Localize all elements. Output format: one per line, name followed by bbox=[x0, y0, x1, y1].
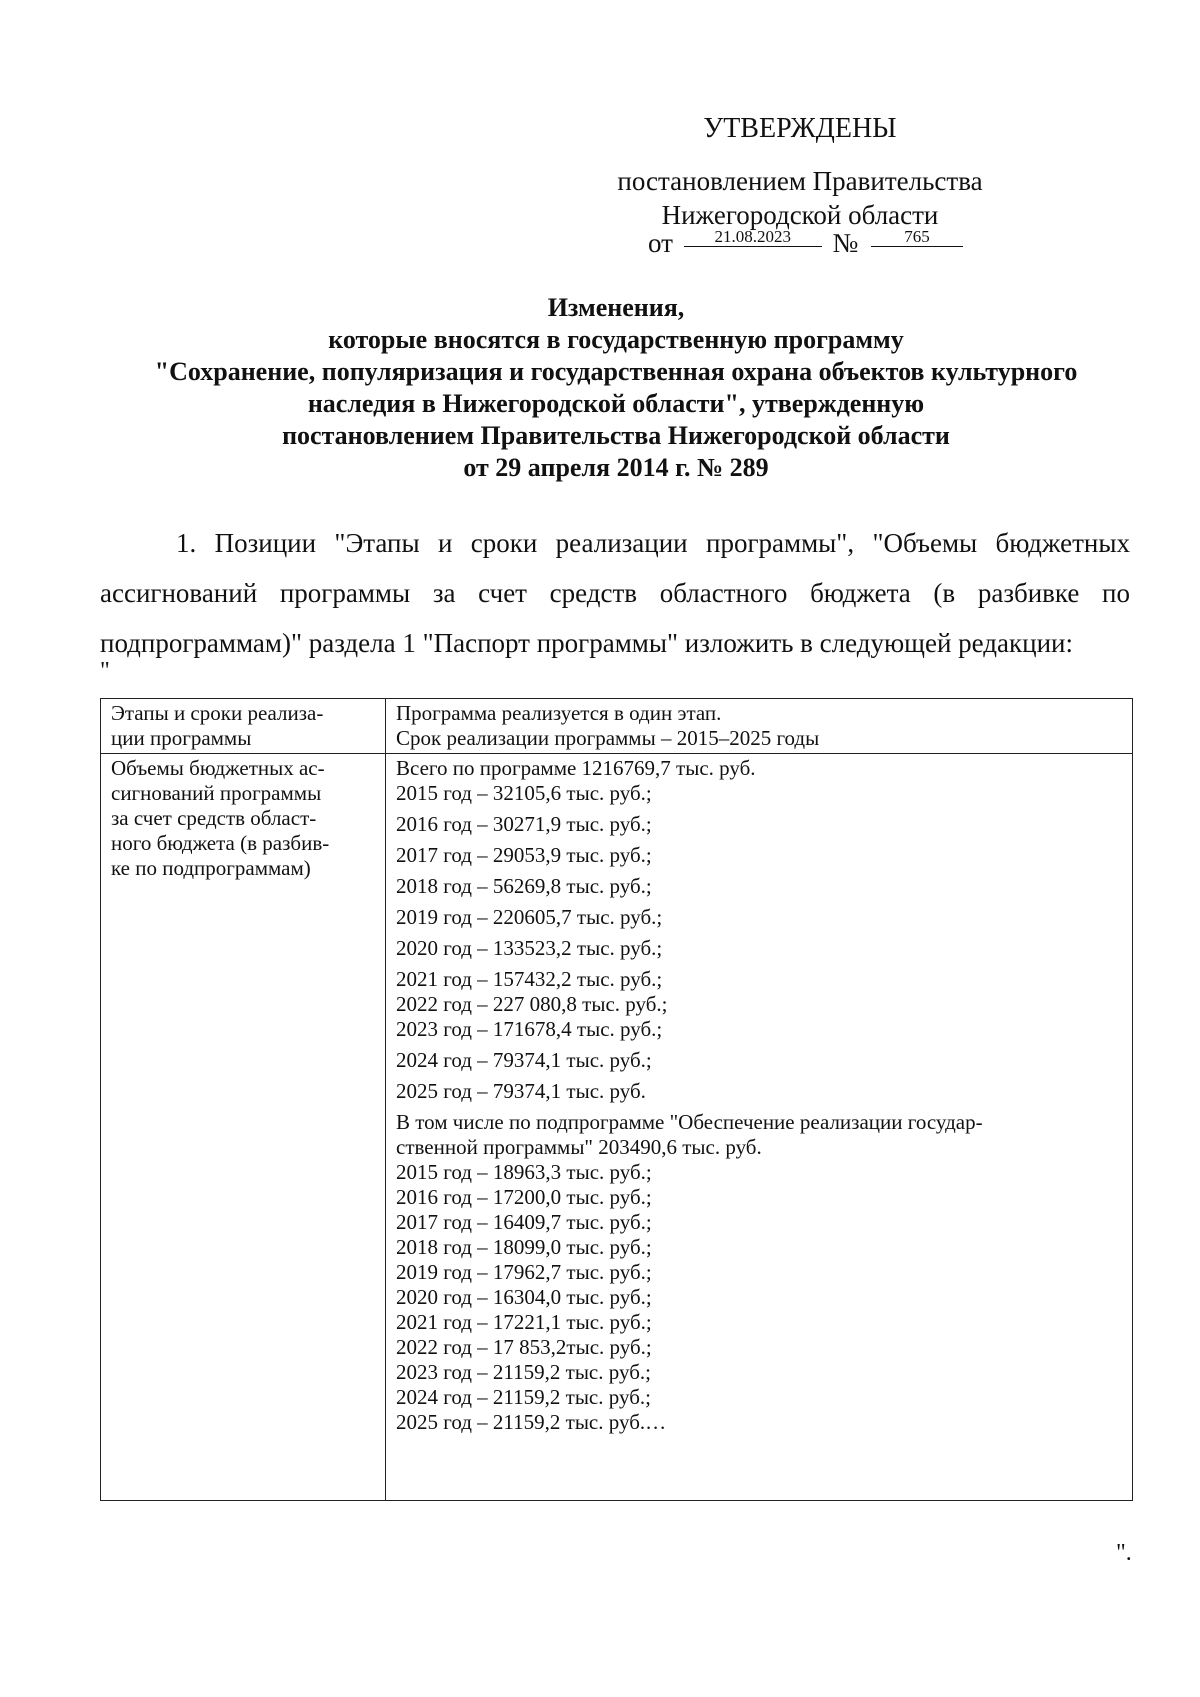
total-year: 2025 год – 79374,1 тыс. руб. bbox=[396, 1079, 646, 1103]
sub-year: 2020 год – 16304,0 тыс. руб.; bbox=[396, 1285, 652, 1309]
total-year: 2021 год – 157432,2 тыс. руб.; bbox=[396, 967, 663, 991]
total-year: 2015 год – 32105,6 тыс. руб.; bbox=[396, 781, 652, 805]
number-label: № bbox=[832, 228, 859, 258]
subprogram-title: В том числе по подпрограмме "Обеспечение реализации государ- bbox=[396, 1110, 983, 1134]
total-year: 2020 год – 133523,2 тыс. руб.; bbox=[396, 936, 663, 960]
sub-year: 2019 год – 17962,7 тыс. руб.; bbox=[396, 1260, 652, 1284]
row-label-stages: Этапы и сроки реализа- ции программы bbox=[101, 699, 386, 754]
heading-line: "Сохранение, популяризация и государственная охрана объектов культурного bbox=[154, 357, 1078, 386]
sub-year: 2025 год – 21159,2 тыс. руб.… bbox=[396, 1410, 667, 1434]
approval-date-line bbox=[648, 228, 963, 259]
table-row bbox=[101, 699, 1133, 754]
total-year: 2016 год – 30271,9 тыс. руб.; bbox=[396, 812, 652, 836]
approval-line-2: Нижегородской области bbox=[661, 200, 939, 230]
approval-block bbox=[600, 112, 1000, 232]
subprogram-title: ственной программы" 203490,6 тыс. руб. bbox=[396, 1135, 762, 1159]
sub-year: 2017 год – 16409,7 тыс. руб.; bbox=[396, 1210, 652, 1234]
sub-year: 2018 год – 18099,0 тыс. руб.; bbox=[396, 1235, 652, 1259]
heading-line: которые вносятся в государственную программу bbox=[328, 325, 904, 354]
total-year: 2023 год – 171678,4 тыс. руб.; bbox=[396, 1017, 663, 1041]
total-year: 2017 год – 29053,9 тыс. руб.; bbox=[396, 843, 652, 867]
close-quote: ". bbox=[1116, 1540, 1132, 1566]
sub-year: 2021 год – 17221,1 тыс. руб.; bbox=[396, 1310, 652, 1334]
document-heading bbox=[96, 292, 1136, 484]
heading-line: от 29 апреля 2014 г. № 289 bbox=[463, 453, 769, 482]
passport-table bbox=[100, 698, 1133, 1501]
from-label: от bbox=[648, 228, 673, 258]
sub-year: 2024 год – 21159,2 тыс. руб.; bbox=[396, 1385, 651, 1409]
sub-year: 2016 год – 17200,0 тыс. руб.; bbox=[396, 1185, 652, 1209]
heading-line: постановлением Правительства Нижегородской области bbox=[282, 421, 950, 450]
heading-line: Изменения, bbox=[547, 293, 685, 322]
paragraph-1 bbox=[100, 518, 1130, 668]
paragraph-1-text: 1. Позиции "Этапы и сроки реализации программы", "Объемы бюджетных ассигнований программы за счет средств областного бюджета (в разбивке по подпрограммам)" раздела 1 "Паспорт программы" изложить в следующей редакции: bbox=[100, 528, 1130, 658]
sub-year: 2015 год – 18963,3 тыс. руб.; bbox=[396, 1160, 652, 1184]
approval-number: 765 bbox=[871, 228, 963, 247]
total-year: 2022 год – 227 080,8 тыс. руб.; bbox=[396, 992, 668, 1016]
budget-total: Всего по программе 1216769,7 тыс. руб. bbox=[396, 756, 756, 780]
sub-year: 2023 год – 21159,2 тыс. руб.; bbox=[396, 1360, 651, 1384]
sub-year: 2022 год – 17 853,2тыс. руб.; bbox=[396, 1335, 652, 1359]
total-year: 2019 год – 220605,7 тыс. руб.; bbox=[396, 905, 663, 929]
approval-title: УТВЕРЖДЕНЫ bbox=[703, 113, 897, 144]
table-row bbox=[101, 754, 1133, 1501]
row-label-budget: Объемы бюджетных ас- сигнований программы за счет средств област- ного бюджета (в разбив- ке по подпрограммам) bbox=[101, 754, 386, 1501]
approval-date: 21.08.2023 bbox=[684, 228, 822, 247]
total-year: 2018 год – 56269,8 тыс. руб.; bbox=[396, 874, 652, 898]
open-quote: " bbox=[100, 658, 110, 684]
total-year: 2024 год – 79374,1 тыс. руб.; bbox=[396, 1048, 652, 1072]
row-value-budget bbox=[386, 754, 1133, 1501]
approval-line-1: постановлением Правительства bbox=[617, 166, 983, 196]
heading-line: наследия в Нижегородской области", утвержденную bbox=[307, 389, 925, 418]
row-value-stages: Программа реализуется в один этап. Срок реализации программы – 2015–2025 годы bbox=[386, 699, 1133, 754]
